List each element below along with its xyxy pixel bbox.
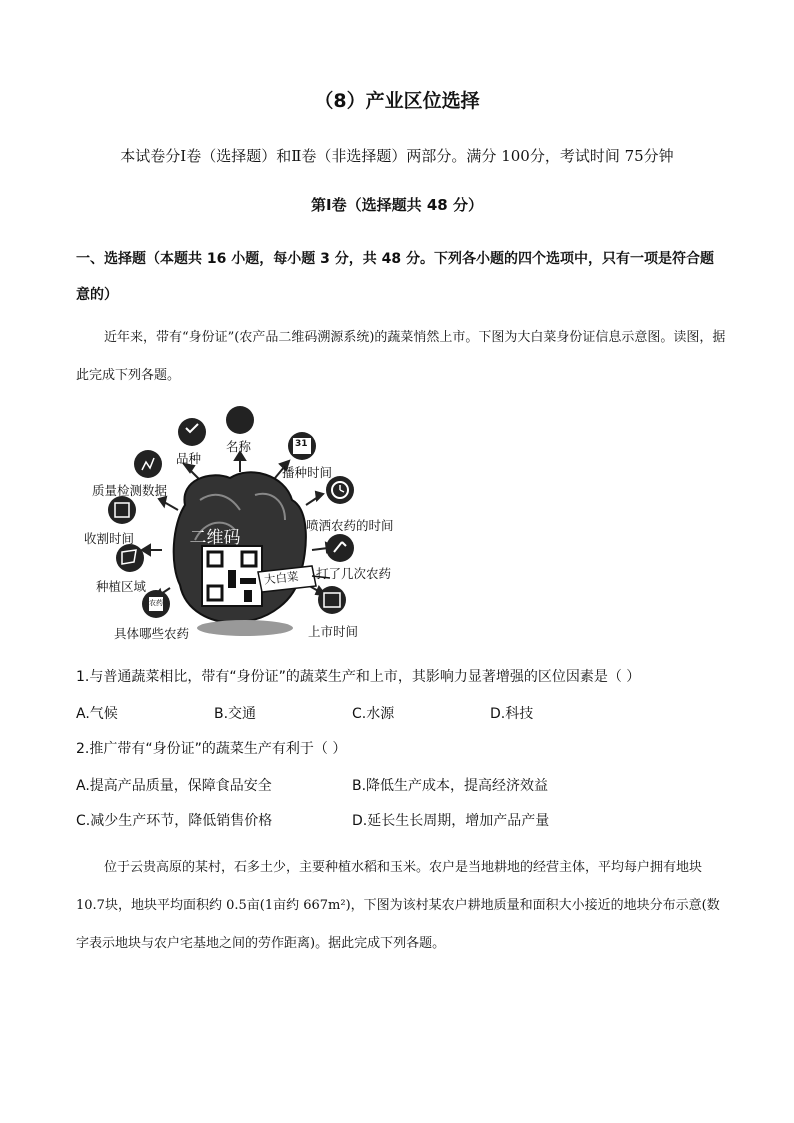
label-sowing-time: 播种时间 bbox=[282, 465, 333, 480]
variety-icon bbox=[178, 418, 206, 446]
q2-option-a: A.提高产品质量，保障食品安全 bbox=[76, 778, 272, 794]
label-harvest-time: 收割时间 bbox=[84, 531, 135, 546]
label-spray-count: 打了几次农药 bbox=[316, 566, 392, 581]
name-icon bbox=[226, 406, 254, 434]
q2-option-c: C.减少生产环节，降低销售价格 bbox=[76, 813, 273, 829]
label-variety: 品种 bbox=[176, 451, 202, 466]
page-title: （8）产业区位选择 bbox=[314, 90, 480, 112]
qr-code-label: 二维码 bbox=[189, 528, 241, 548]
q2-option-d: D.延长生长周期，增加产品产量 bbox=[352, 813, 550, 829]
passage-1: 近年来，带有“身份证”(农产品二维码溯源系统)的蔬菜悄然上市。下图为大白菜身份证信息示意图。读图，据此完成下列各题。 bbox=[76, 330, 726, 383]
exam-instructions: 本试卷分Ⅰ卷（选择题）和Ⅱ卷（非选择题）两部分。满分 100分，考试时间 75分钟 bbox=[120, 147, 674, 165]
passage-2: 位于云贵高原的某村，石多土少，主要种植水稻和玉米。农户是当地耕地的经营主体，平均每户拥有地块 10.7块，地块平均面积约 0.5亩(1亩约 667m²)，下图为该村某农户耕地质量和面积大小接近的地块分布示意(数字表示地块与农户宅基地之间的劳作距离)。据此完成下列各题。 bbox=[76, 860, 720, 951]
q2-option-b: B.降低生产成本，提高经济效益 bbox=[352, 778, 549, 794]
label-pesticides: 具体哪些农药 bbox=[114, 626, 190, 641]
label-quality-data: 质量检测数据 bbox=[92, 483, 168, 498]
label-planting-area: 种植区域 bbox=[96, 579, 147, 594]
q1-option-c: C.水源 bbox=[352, 706, 395, 722]
market-calendar-icon bbox=[318, 586, 346, 614]
q1-option-d: D.科技 bbox=[490, 706, 534, 722]
calendar-day: 31 bbox=[295, 439, 308, 449]
sprayer-icon bbox=[326, 534, 354, 562]
cabbage-tag-label: 大白菜 bbox=[263, 569, 300, 587]
question-1-stem: 1.与普通蔬菜相比，带有“身份证”的蔬菜生产和上市，其影响力显著增强的区位因素是（ ） bbox=[76, 669, 641, 685]
pesticide-box-label: 农药 bbox=[149, 599, 163, 607]
section-heading: 一、选择题（本题共 16 小题，每小题 3 分，共 48 分。下列各小题的四个选项中，只有一项是符合题意的） bbox=[76, 251, 714, 303]
q1-option-b: B.交通 bbox=[214, 706, 257, 722]
label-name: 名称 bbox=[226, 439, 252, 454]
question-2-stem: 2.推广带有“身份证”的蔬菜生产有利于（ ） bbox=[76, 741, 347, 757]
harvest-grid-icon bbox=[108, 496, 136, 524]
cabbage-id-figure bbox=[80, 400, 410, 650]
map-icon bbox=[116, 544, 144, 572]
part-title: 第Ⅰ卷（选择题共 48 分） bbox=[311, 196, 483, 214]
q1-option-a: A.气候 bbox=[76, 706, 118, 722]
label-market-time: 上市时间 bbox=[308, 624, 359, 639]
label-spray-time: 喷洒农药的时间 bbox=[306, 518, 394, 533]
